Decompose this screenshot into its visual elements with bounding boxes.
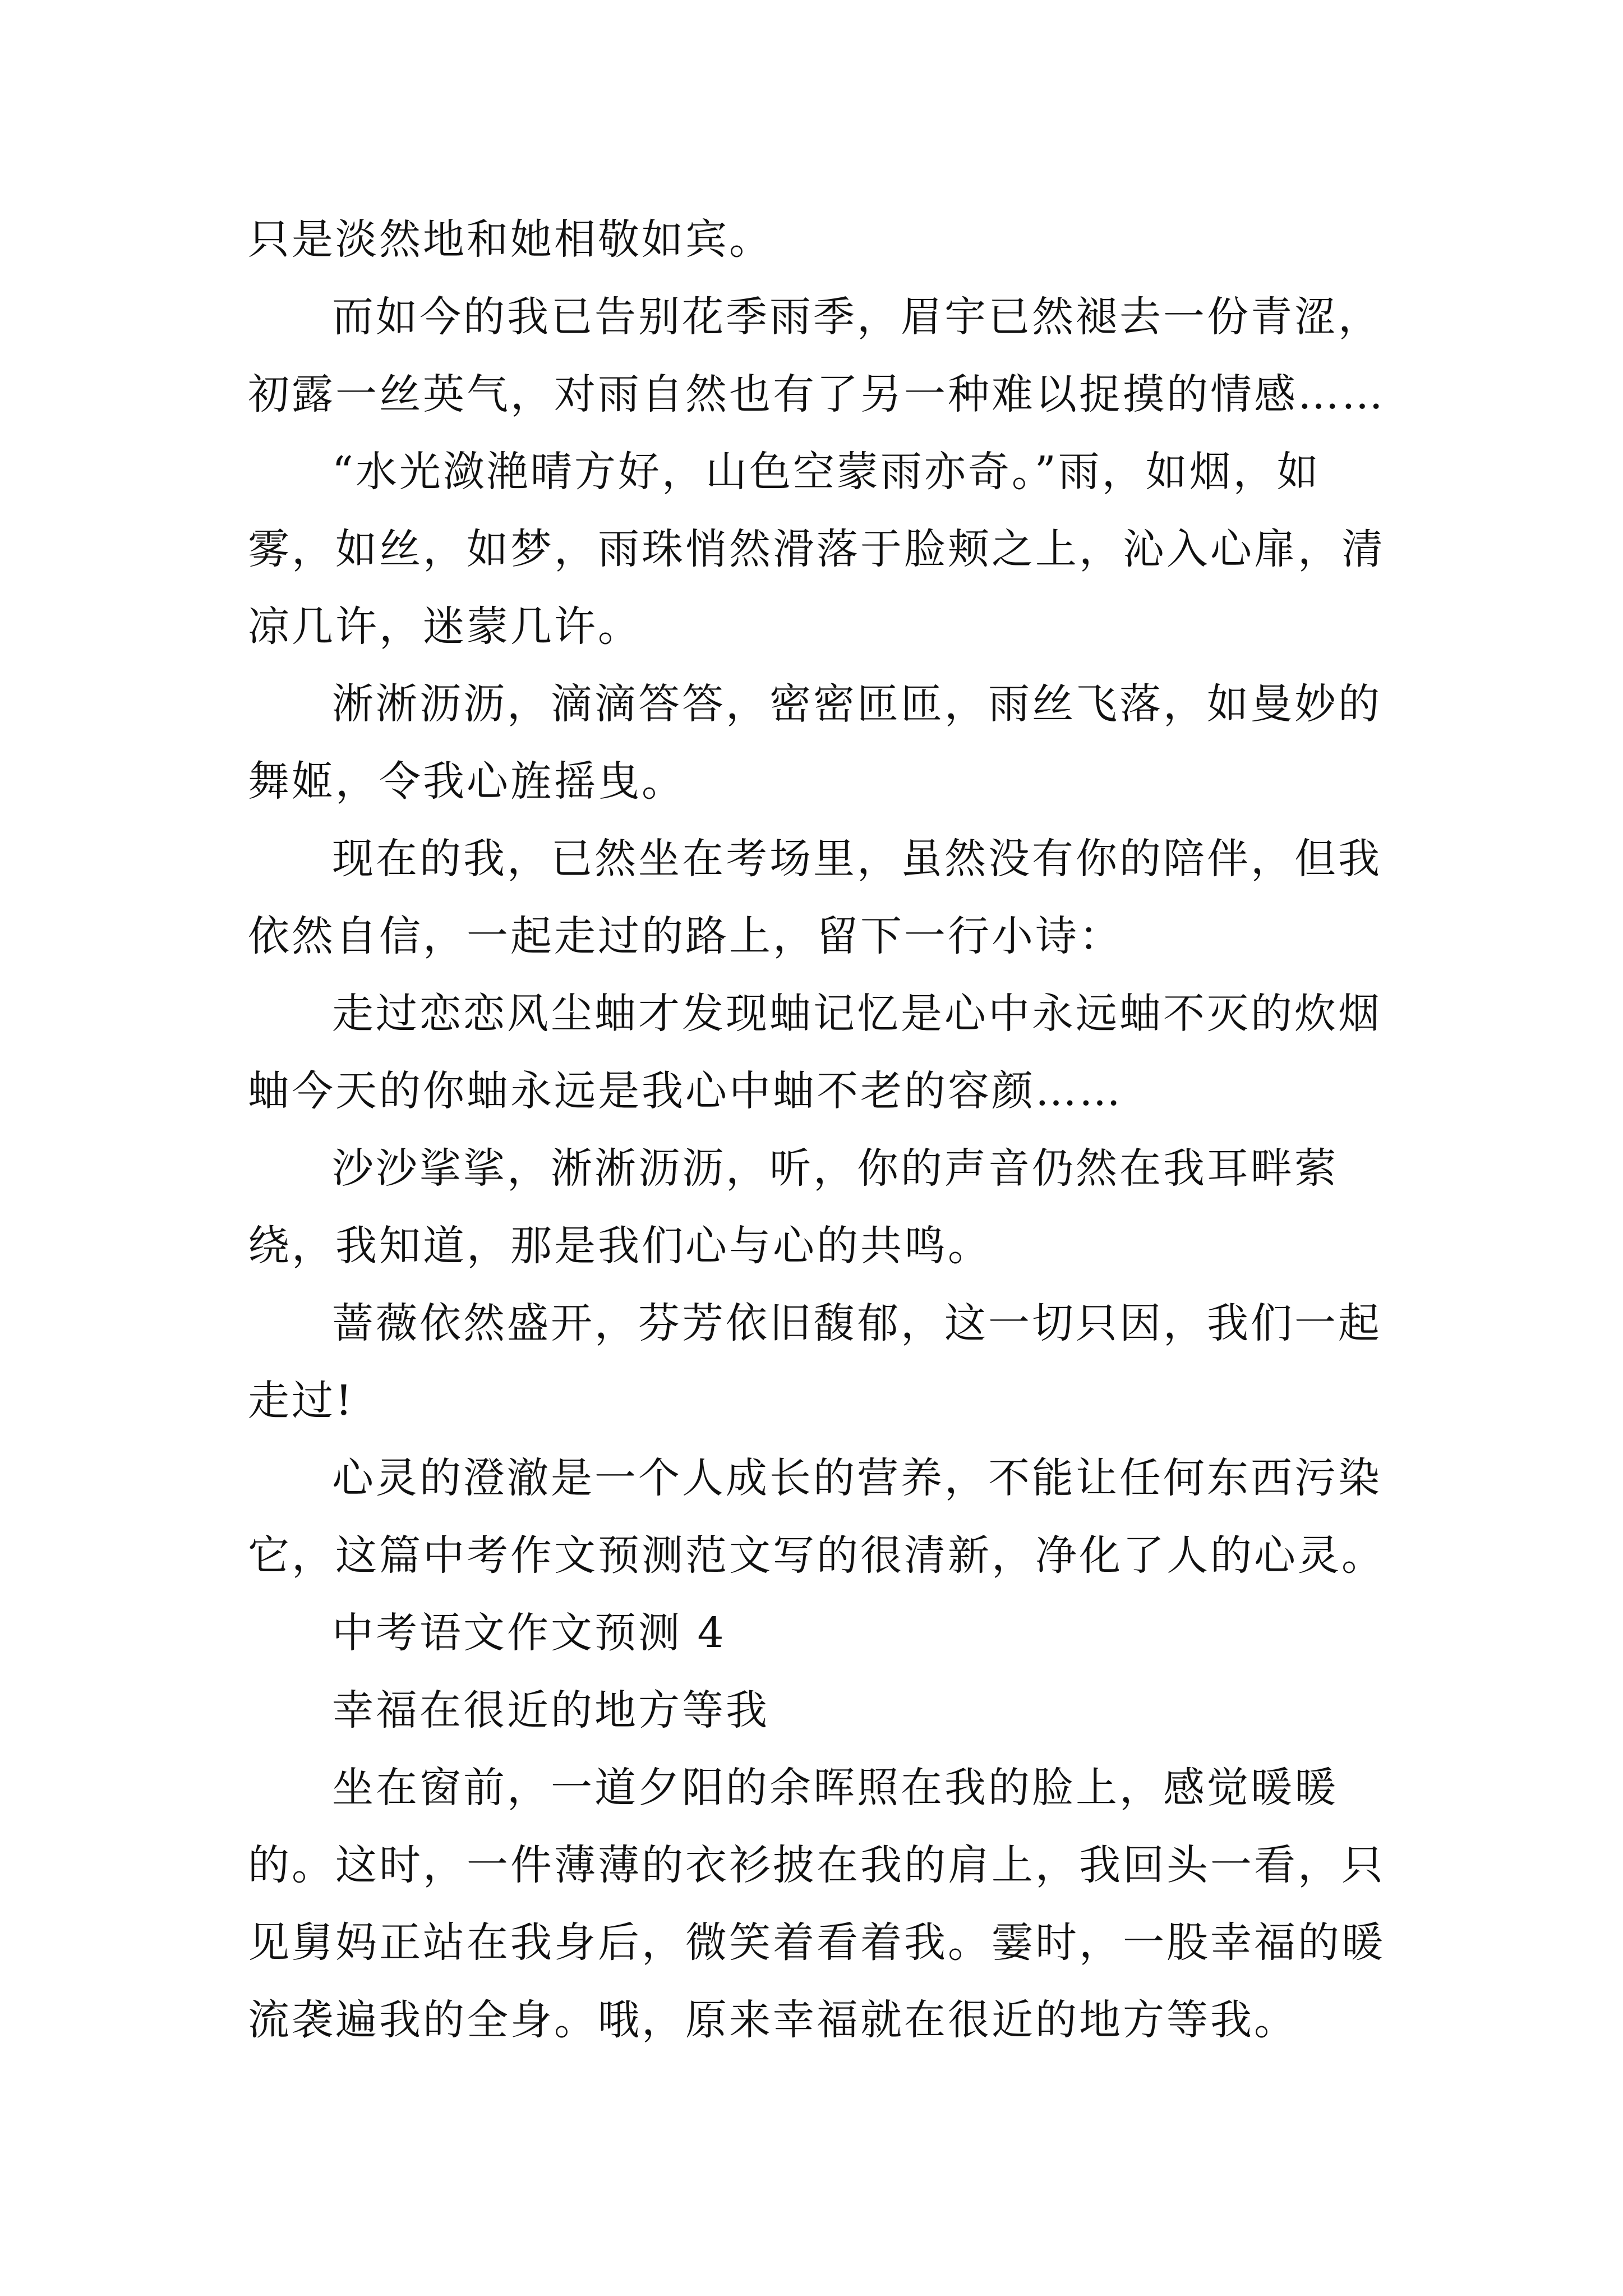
paragraph-comment: 心灵的澄澈是一个人成长的营养，不能让任何东西污染它，这篇中考作文预测范文写的很清新，净化了人的心灵。 [248,1454,1385,1580]
paragraph: 淅淅沥沥，滴滴答答，密密匝匝，雨丝飞落，如曼妙的舞姬，令我心旌摇曳。 [248,680,1382,806]
paragraph-continuation: 只是淡然地和她相敬如宾。 [248,215,773,264]
paragraph: 现在的我，已然坐在考场里，虽然没有你的陪伴，但我依然自信，一起走过的路上，留下一行小诗： [248,835,1382,960]
essay-title: 幸福在很近的地方等我 [332,1686,769,1734]
paragraph: 坐在窗前，一道夕阳的余晖照在我的脸上，感觉暖暖的。这时，一件薄薄的衣衫披在我的肩上，我回头一看，只见舅妈正站在我身后，微笑着看着我。霎时，一股幸福的暖流袭遍我的全身。哦，原来幸福就在很近的地方等我。 [248,1764,1385,2044]
paragraph: 蔷薇依然盛开，芬芳依旧馥郁，这一切只因，我们一起走过! [248,1299,1382,1425]
paragraph-quote: “水光潋滟晴方好，山色空蒙雨亦奇。”雨，如烟，如雾，如丝，如梦，雨珠悄然滑落于脸颊之上，沁入心扉，清凉几许，迷蒙几许。 [248,448,1385,651]
paragraph-poem: 走过恋恋风尘蚰才发现蚰记忆是心中永远蚰不灭的炊烟蚰今天的你蚰永远是我心中蚰不老的容颜…… [248,990,1382,1115]
paragraph: 而如今的我已告别花季雨季，眉宇已然褪去一份青涩，初露一丝英气，对雨自然也有了另一种难以捉摸的情感…… [248,293,1385,418]
section-heading: 中考语文作文预测 4 [332,1609,726,1657]
document-body [248,201,1392,2059]
paragraph: 沙沙挲挲，淅淅沥沥，听，你的声音仍然在我耳畔萦绕，我知道，那是我们心与心的共鸣。 [248,1144,1338,1270]
